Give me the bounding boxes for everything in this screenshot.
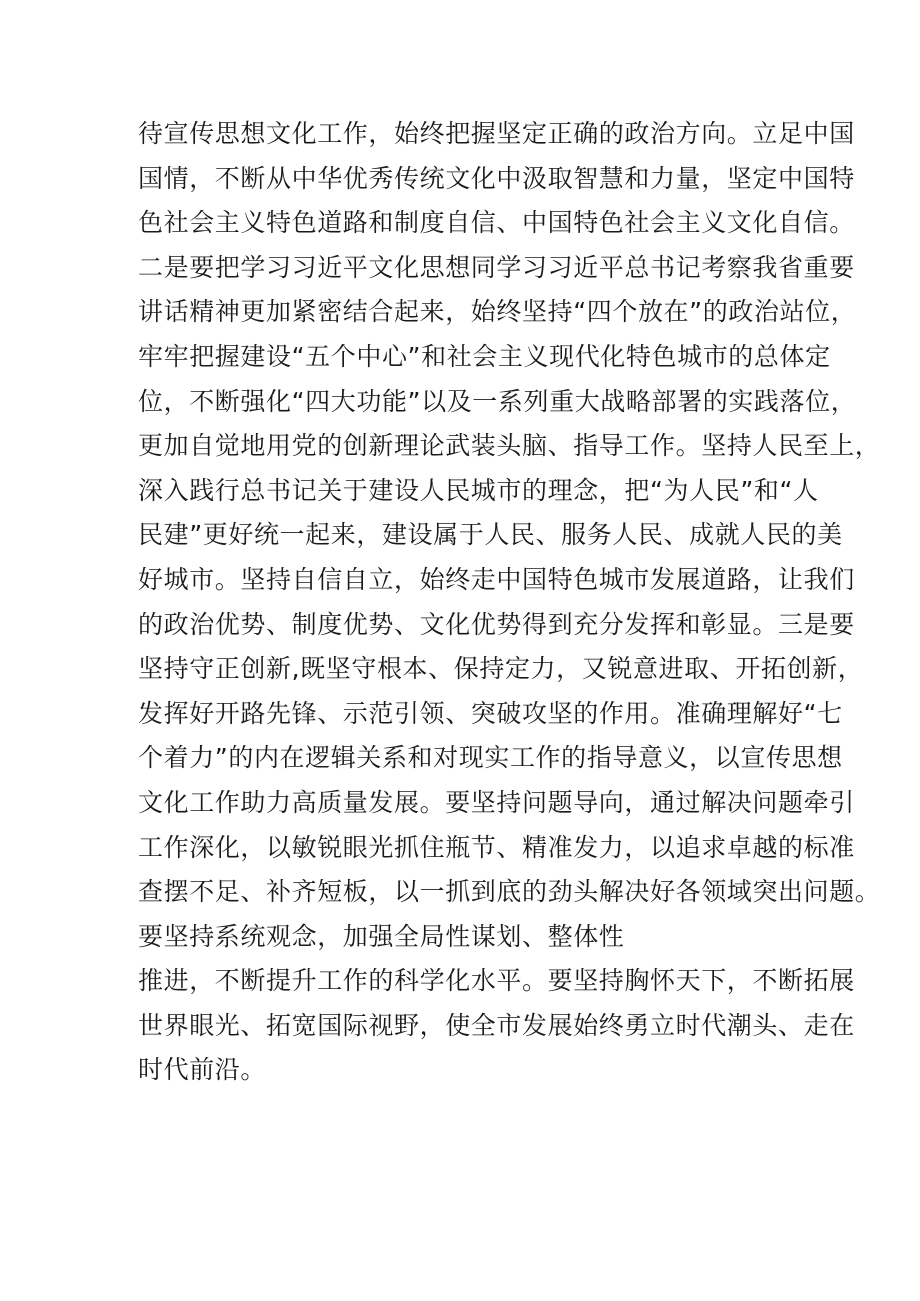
text-line: 工作深化，以敏锐眼光抓住瓶节、精准发力，以追求卓越的标准 xyxy=(138,832,855,862)
text-line: 位，不断强化“四大功能”以及一系列重大战略部署的实践落位， xyxy=(138,386,857,416)
text-line: 坚持守正创新,既坚守根本、保持定力，又锐意进取、开拓创新， xyxy=(138,654,864,684)
text-line: 文化工作助力高质量发展。要坚持问题导向，通过解决问题牵引 xyxy=(138,787,855,817)
body-text xyxy=(138,112,881,1093)
text-line: 二是要把学习习近平文化思想同学习习近平总书记考察我省重要 xyxy=(138,252,855,282)
text-line: 讲话精神更加紧密结合起来，始终坚持“四个放在”的政治站位， xyxy=(138,297,857,327)
text-line: 国情，不断从中华优秀传统文化中汲取智慧和力量，坚定中国特 xyxy=(138,163,855,193)
text-line: 好城市。坚持自信自立，始终走中国特色城市发展道路，让我们 xyxy=(138,564,855,594)
text-line: 的政治优势、制度优势、文化优势得到充分发挥和彰显。三是要 xyxy=(138,609,855,639)
text-line: 时代前沿。 xyxy=(138,1055,267,1085)
text-line: 发挥好开路先锋、示范引领、突破攻坚的作用。准确理解好“七 xyxy=(138,698,843,728)
text-line: 推进，不断提升工作的科学化水平。要坚持胸怀天下，不断拓展 xyxy=(138,966,855,996)
text-line: 个着力”的内在逻辑关系和对现实工作的指导意义，以宣传思想 xyxy=(138,743,843,773)
text-line: 色社会主义特色道路和制度自信、中国特色社会主义文化自信。 xyxy=(138,208,855,238)
text-line: 世界眼光、拓宽国际视野，使全市发展始终勇立时代潮头、走在 xyxy=(138,1010,855,1040)
text-line: 民建”更好统一起来，建设属于人民、服务人民、成就人民的美 xyxy=(138,520,843,550)
text-line: 查摆不足、补齐短板，以一抓到底的劲头解决好各领域突出问题。 xyxy=(138,877,881,907)
text-line: 深入践行总书记关于建设人民城市的理念，把“为人民”和“人 xyxy=(138,475,819,505)
text-line: 要坚持系统观念，加强全局性谋划、整体性 xyxy=(138,921,625,951)
text-line: 待宣传思想文化工作，始终把握坚定正确的政治方向。立足中国 xyxy=(138,119,855,148)
text-line: 更加自觉地用党的创新理论武装头脑、指导工作。坚持人民至上， xyxy=(138,431,881,461)
text-line: 牢牢把握建设“五个中心”和社会主义现代化特色城市的总体定 xyxy=(138,341,831,371)
